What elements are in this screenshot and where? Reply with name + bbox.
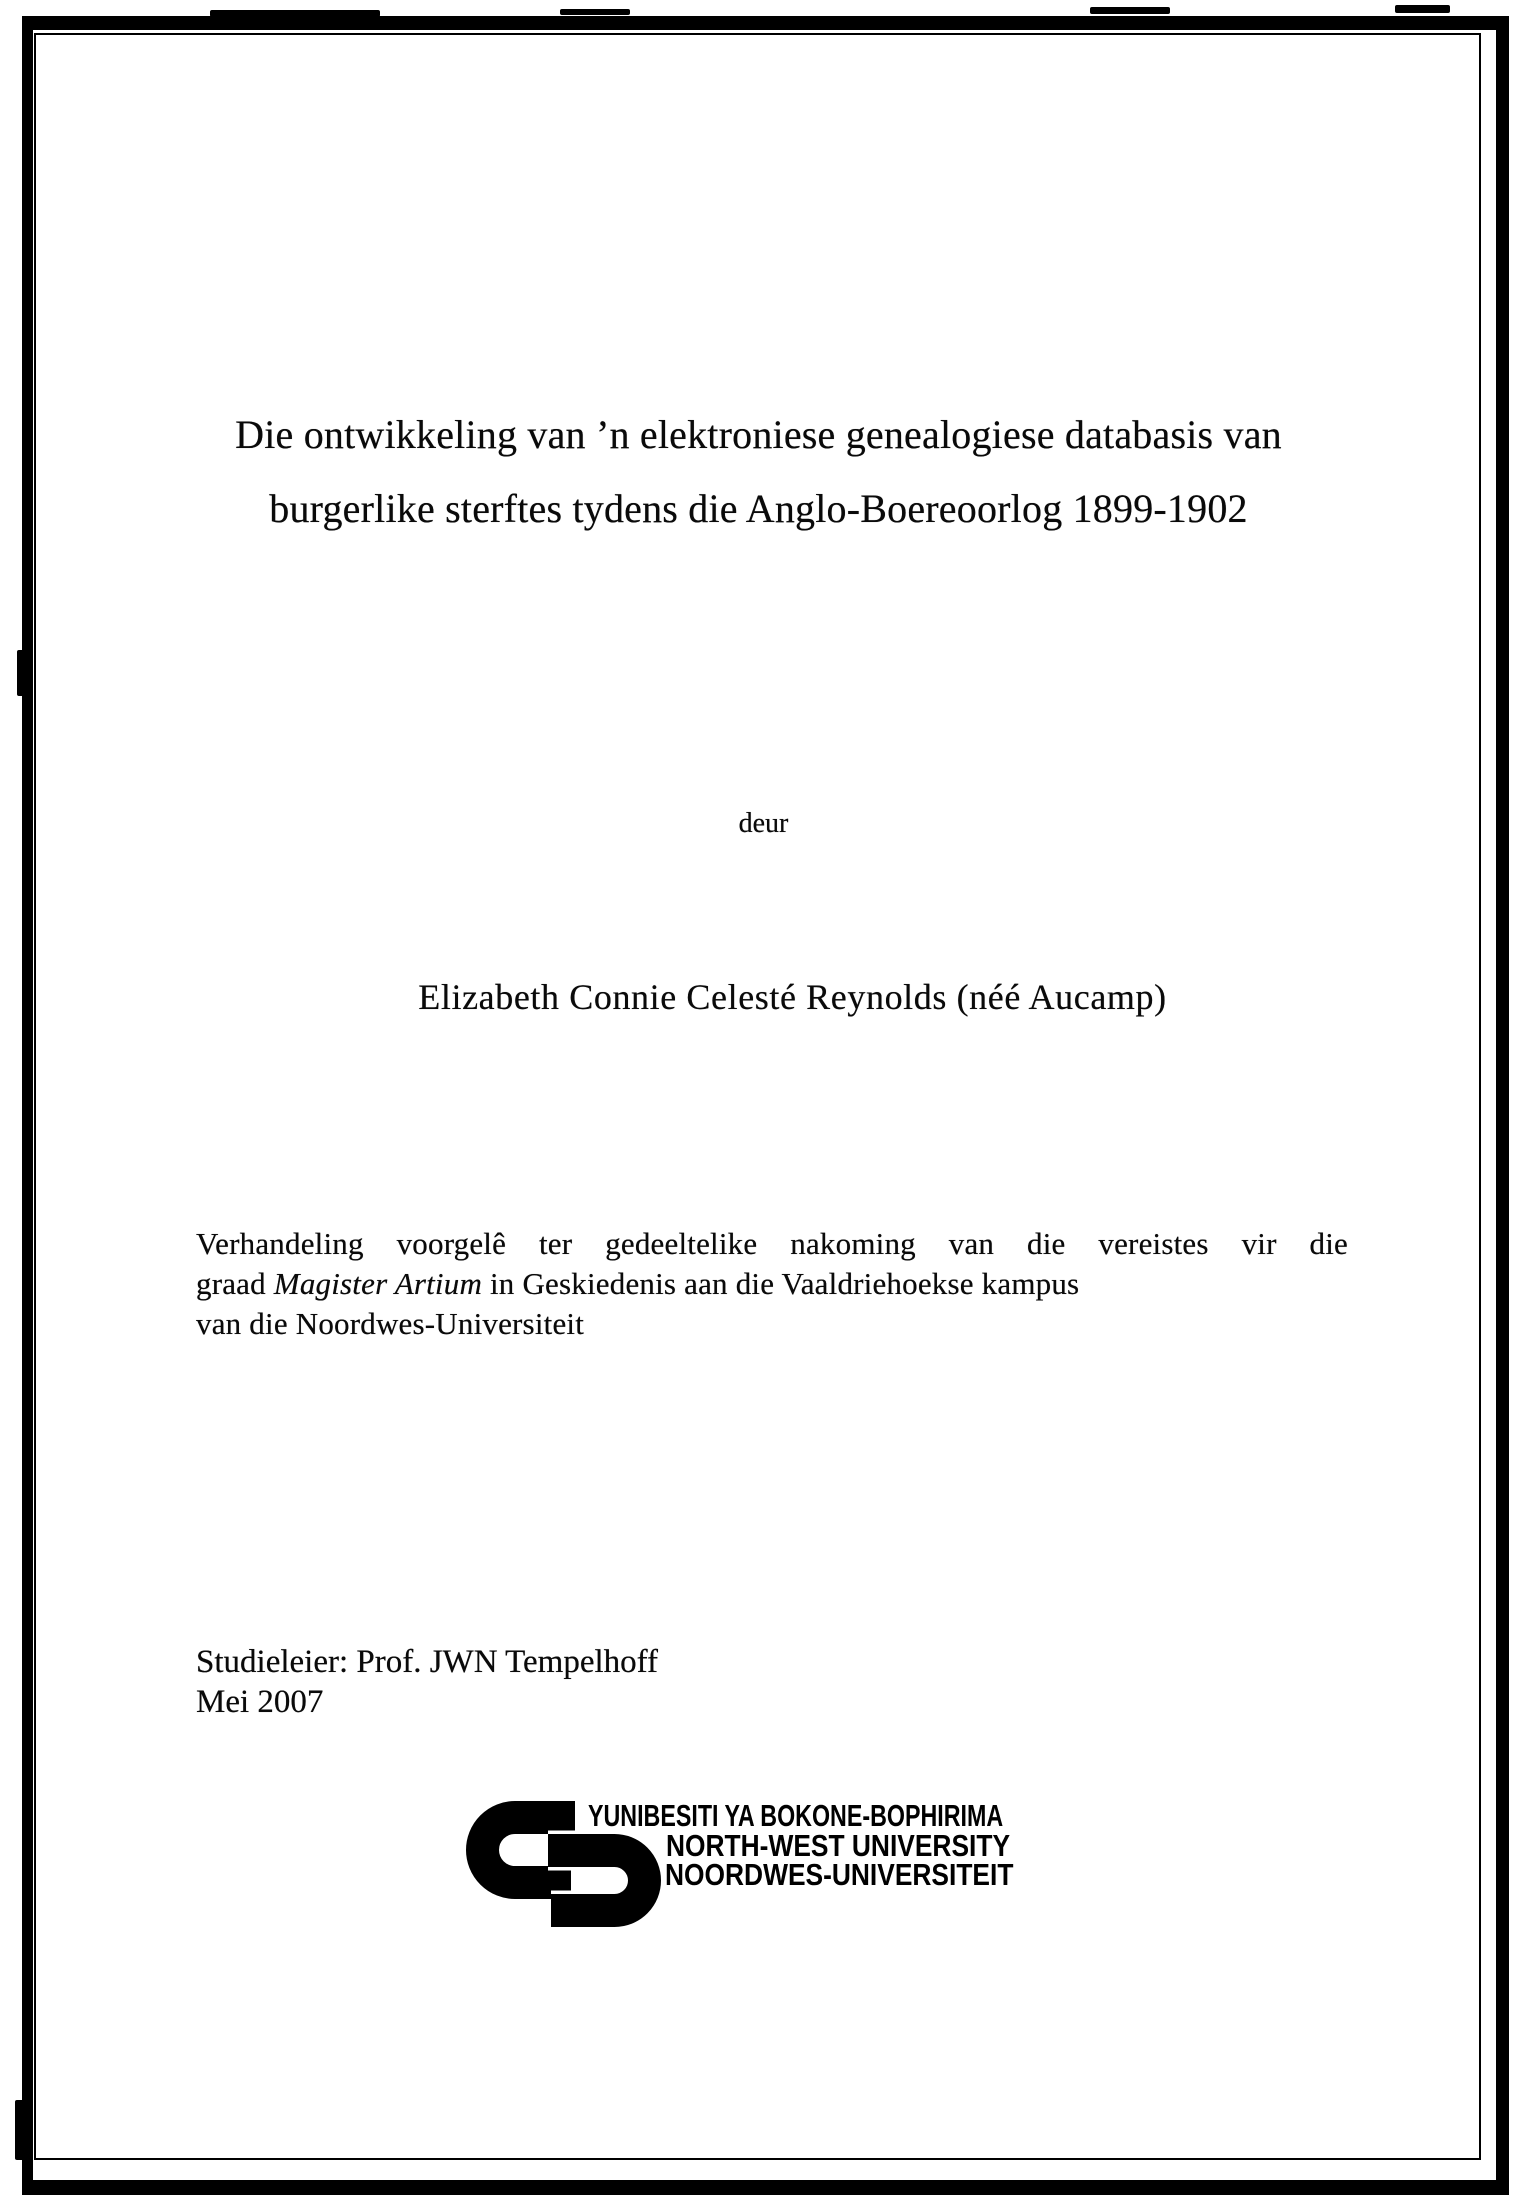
author-name: Elizabeth Connie Celesté Reynolds (néé Aucamp) (418, 977, 1167, 1017)
scan-smudge (17, 650, 26, 696)
title-line-2: burgerlike sterftes tydens die Anglo-Boereoorlog 1899-1902 (269, 486, 1248, 531)
statement-line-2-suffix: in Geskiedenis aan die Vaaldriehoekse kampus (482, 1266, 1080, 1301)
degree-statement (196, 1224, 1348, 1344)
statement-line-3: van die Noordwes-Universiteit (196, 1306, 585, 1341)
statement-line-1: Verhandeling voorgelê ter gedeeltelike nakoming van die vereistes vir die (196, 1226, 1348, 1261)
date-line: Mei 2007 (196, 1684, 324, 1720)
statement-degree-name: Magister Artium (273, 1266, 483, 1301)
scan-smudge (1395, 5, 1450, 13)
university-logo (466, 1799, 1086, 1939)
logo-text-line-2: NORTH-WEST UNIVERSITY (666, 1828, 1011, 1863)
title-line-1: Die ontwikkeling van ’n elektroniese genealogiese databasis van (235, 412, 1282, 457)
statement-line-2 (196, 1264, 1348, 1304)
statement-line-2-prefix: graad (196, 1266, 274, 1301)
supervisor-block (196, 1642, 658, 1722)
scan-smudge (210, 10, 380, 17)
logo-text-line-3: NOORDWES-UNIVERSITEIT (665, 1857, 1014, 1892)
scan-smudge (15, 2100, 25, 2160)
scan-smudge (560, 9, 630, 15)
scan-smudge (1090, 7, 1170, 14)
logo-text-line-1: YUNIBESITI YA BOKONE-BOPHIRIMA (588, 1798, 1004, 1833)
byline: deur (738, 808, 789, 839)
thesis-title (130, 398, 1387, 546)
supervisor-line: Studieleier: Prof. JWN Tempelhoff (196, 1644, 659, 1680)
